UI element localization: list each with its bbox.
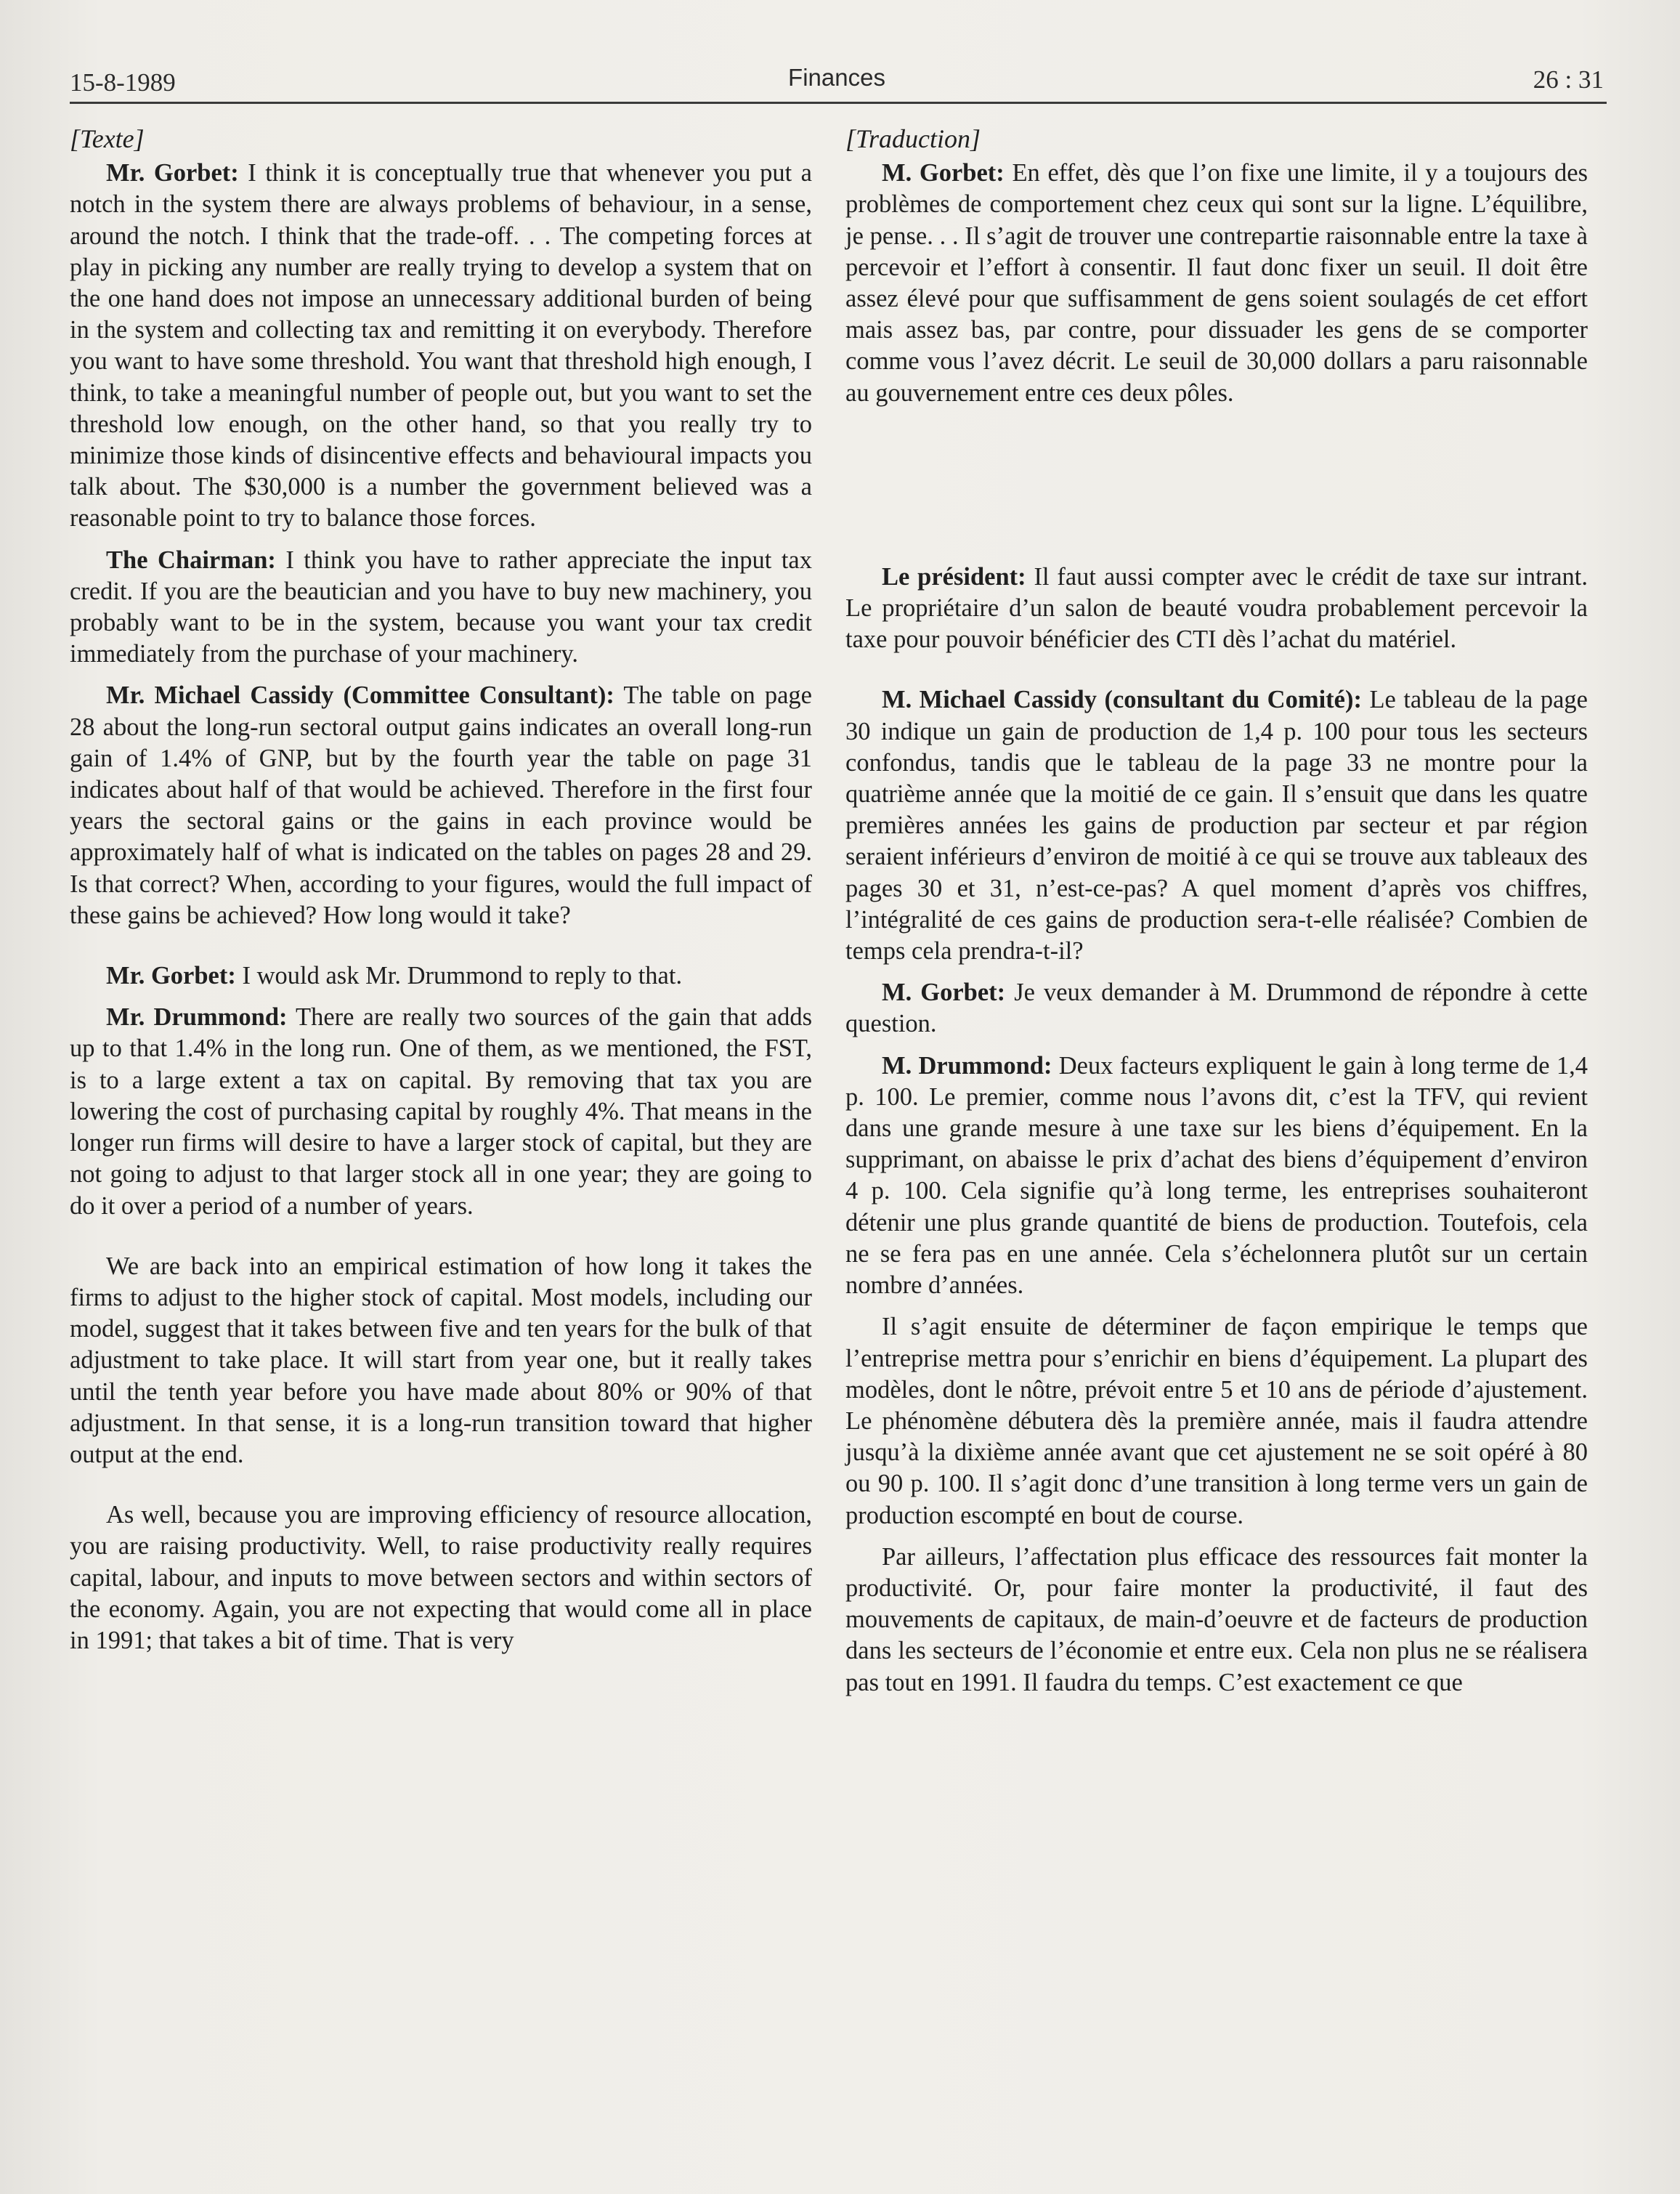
speaker-name: Le président:	[882, 562, 1026, 591]
statement-paragraph	[845, 977, 1588, 1040]
statement-text: Je veux demander à M. Drummond de répondre à cette question.	[845, 979, 1588, 1038]
header-rule	[70, 102, 1607, 104]
header-page-number: 26 : 31	[1533, 65, 1604, 94]
english-column	[70, 124, 812, 1656]
statement-text: En effet, dès que l’on fixe une limite, il y a toujours des problèmes de comportement chez ceux qui sont sur la ligne. L’équilibre, je pense. . . Il s’agit de trouver une contrepartie raisonnable entre la taxe à percevoir et l’effort à consentir. Il faut donc fixer un seuil. Il doit être assez élevé pour que suffisamment de gens soient soulagés de cet effort mais assez bas, par contre, pour dissuader les gens de se comporter comme vous l’avez décrit. Le seuil de 30,000 dollars a paru raisonnable au gouvernement entre ces deux pôles.	[845, 159, 1588, 407]
statement-text: The table on page 28 about the long-run sectoral output gains indicates an overall long-run gain of 1.4% of GNP, but by the fourth year the table on page 31 indicates about half of that would be achieved. Therefore in the first four years the sectoral gains or the gains in each province would be approximately half of what is indicated on the tables on pages 28 and 29. Is that correct? When, according to your figures, would the full impact of these gains be achieved? How long would it take?	[70, 681, 812, 929]
column-tag: [Traduction]	[845, 124, 981, 153]
body-paragraph: We are back into an empirical estimation of how long it takes the firms to adjust to the higher stock of capital. Most models, including our model, suggest that it takes between five and ten years for the bulk of that adjustment to take place. It will start from year one, but it really takes until the tenth year before you have made about 80% or 90% of that adjustment. In that sense, it is a long-run transition toward that higher output at the end.	[70, 1252, 812, 1468]
body-paragraph: Par ailleurs, l’affectation plus efficace des ressources fait monter la productivité. Or, pour faire monter la productivité, il faut des mouvements de capitaux, de main-d’oeuvre et de facteurs de production dans les secteurs de l’économie et entre eux. Cela non plus ne se réalisera pas tout en 1991. Il faudra du temps. C’est exactement ce que	[845, 1542, 1588, 1696]
statement-paragraph	[70, 545, 812, 671]
statement-paragraph	[845, 158, 1588, 409]
speaker-name: M. Gorbet:	[882, 979, 1006, 1007]
statement-paragraph	[70, 158, 812, 534]
speaker-name: M. Michael Cassidy (consultant du Comité):	[882, 686, 1362, 714]
speaker-name: M. Gorbet:	[882, 159, 1005, 187]
speaker-name: Mr. Gorbet:	[106, 962, 236, 990]
statement-text: Il faut aussi compter avec le crédit de taxe sur intrant. Le propriétaire d’un salon de beauté voudra probablement percevoir la taxe pour pouvoir bénéficier des CTI dès l’achat du matériel.	[845, 562, 1588, 654]
column-tag: [Texte]	[70, 124, 145, 153]
speaker-name: The Chairman:	[106, 546, 276, 574]
statement-paragraph	[70, 680, 812, 931]
speaker-name: M. Drummond:	[882, 1051, 1052, 1080]
speaker-name: Mr. Gorbet:	[106, 159, 239, 187]
statement-text: There are really two sources of the gain that adds up to that 1.4% in the long run. One of them, as we mentioned, the FST, is to a large extent a tax on capital. By removing that tax you are lowering the cost of purchasing capital by roughly 4%. That means in the longer run firms will desire to have a larger stock of capital, but they are not going to adjust to that larger stock all in one year; they are going to do it over a period of a number of years.	[70, 1003, 812, 1220]
body-paragraph: As well, because you are improving efficiency of resource allocation, you are raising productivity. Well, to raise productivity really requires capital, labour, and inputs to move between sectors and within sectors of the economy. Again, you are not expecting that would come all in place in 1991; that takes a bit of time. That is very	[70, 1501, 812, 1654]
french-column	[845, 124, 1588, 1699]
statement-paragraph	[70, 960, 812, 992]
body-paragraph: Il s’agit ensuite de déterminer de façon empirique le temps que l’entreprise mettra pour s’enrichir en biens d’équipement. La plupart des modèles, dont le nôtre, prévoit entre 5 et 10 ans de période d’ajustement. Le phénomène débutera dès la première année, mais il faudra attendre jusqu’à la dixième année avant que cet ajustement ne se soit opéré à 80 ou 90 p. 100. Il s’agit donc d’une transition à long terme vers un gain de production escompté en bout de course.	[845, 1313, 1588, 1529]
statement-text: Deux facteurs expliquent le gain à long terme de 1,4 p. 100. Le premier, comme nous l’avons dit, c’est la TFV, qui revient dans une grande mesure à une taxe sur les biens d’équipement. En la supprimant, on abaisse le prix d’achat des biens d’équipement d’environ 4 p. 100. Cela signifie qu’à long terme, les entreprises souhaiteront détenir une plus grande quantité de biens de production. Toutefois, cela ne se fera pas en une année. Cela s’échelonnera plutôt sur un certain nombre d’années.	[845, 1051, 1588, 1300]
statement-text: I think it is conceptually true that whenever you put a notch in the system there are always problems of behaviour, in a sense, around the notch. I think that the trade-off. . . The competing forces at play in picking any number are really trying to develop a system that on the one hand does not impose an unnecessary additional burden of being in the system and collecting tax and remitting it on everybody. Therefore you want to have some threshold. You want that threshold high enough, I think, to take a meaningful number of people out, but you want to set the threshold low enough, on the other hand, so that you really try to minimize those kinds of disincentive effects and behavioural impacts you talk about. The $30,000 is a number the government believed was a reasonable point to try to balance those forces.	[70, 159, 812, 533]
statement-paragraph	[845, 684, 1588, 967]
statement-text: Le tableau de la page 30 indique un gain de production de 1,4 p. 100 pour tous les secteurs confondus, tandis que le tableau de la page 33 ne montre pour la quatrième année que la moitié de ce gain. Il s’ensuit que dans les quatre premières années les gains de production par secteur et par région seraient inférieurs d’environ de moitié à ce qui se trouve aux tableaux des pages 30 et 31, n’est-ce-pas? A quel moment d’après vos chiffres, l’intégralité de ces gains de production sera-t-elle réalisée? Combien de temps cela prendra-t-il?	[845, 686, 1588, 966]
statement-text: I think you have to rather appreciate the input tax credit. If you are the beautician and you have to buy new machinery, you probably want to be in the system, because you want your tax credit immediately from the purchase of your machinery.	[70, 546, 812, 668]
speaker-name: Mr. Drummond:	[106, 1003, 288, 1032]
page-header	[70, 64, 1604, 102]
statement-paragraph	[70, 1002, 812, 1221]
speaker-name: Mr. Michael Cassidy (Committee Consultant):	[106, 681, 614, 710]
statement-text: I would ask Mr. Drummond to reply to that.	[235, 962, 683, 990]
header-date: 15-8-1989	[70, 68, 176, 97]
statement-paragraph	[845, 1051, 1588, 1302]
header-section-title: Finances	[788, 64, 885, 91]
statement-paragraph	[845, 562, 1588, 656]
